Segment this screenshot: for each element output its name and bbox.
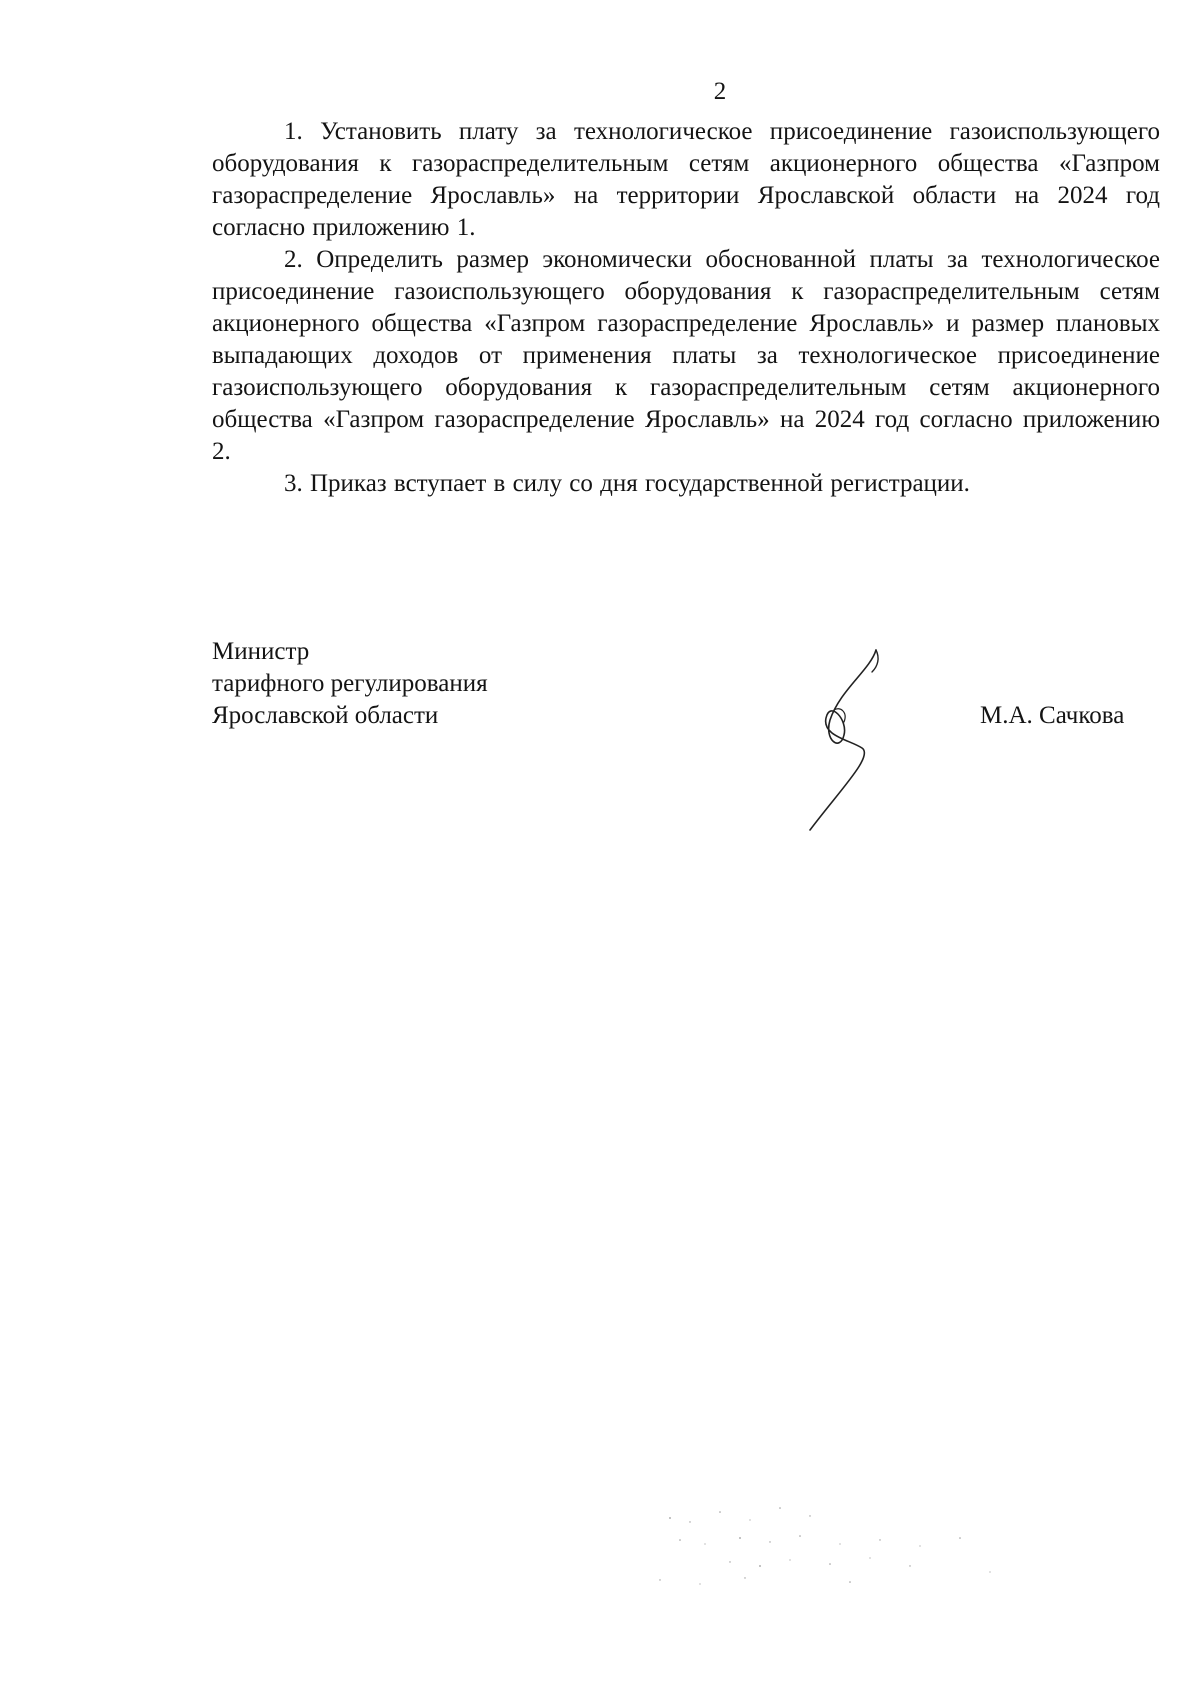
signatory-position (212, 636, 552, 732)
paragraph-1: 1. Установить плату за технологическое присоединение газоиспользующего оборудования к газораспределительным сетям акционерного общества «Газпром газораспределение Ярославль» на территории Ярославской области на 2024 год согласно приложению 1. (212, 118, 1160, 241)
paragraph-2: 2. Определить размер экономически обоснованной платы за технологическое присоединение газоиспользующего оборудования к газораспределительным сетям акционерного общества «Газпром газораспределение Ярославль» и размер плановых выпадающих доходов от применения платы за технологическое присоединение газоиспользующего оборудования к газораспределительным сетям акционерного общества «Газпром газораспределение Ярославль» на 2024 год согласно приложению 2. (212, 246, 1160, 465)
signatory-title-line-3: Ярославской области (212, 702, 439, 729)
scan-noise (650, 1500, 1030, 1590)
paragraph-3: 3. Приказ вступает в силу со дня государственной регистрации. (284, 470, 970, 497)
signatory-title-line-2: тарифного регулирования (212, 670, 488, 697)
document-body (212, 116, 1160, 500)
signatory-name: М.А. Сачкова (980, 702, 1125, 729)
handwritten-signature (800, 640, 910, 840)
page-number: 2 (713, 78, 727, 105)
signatory-title-line-1: Министр (212, 638, 310, 665)
